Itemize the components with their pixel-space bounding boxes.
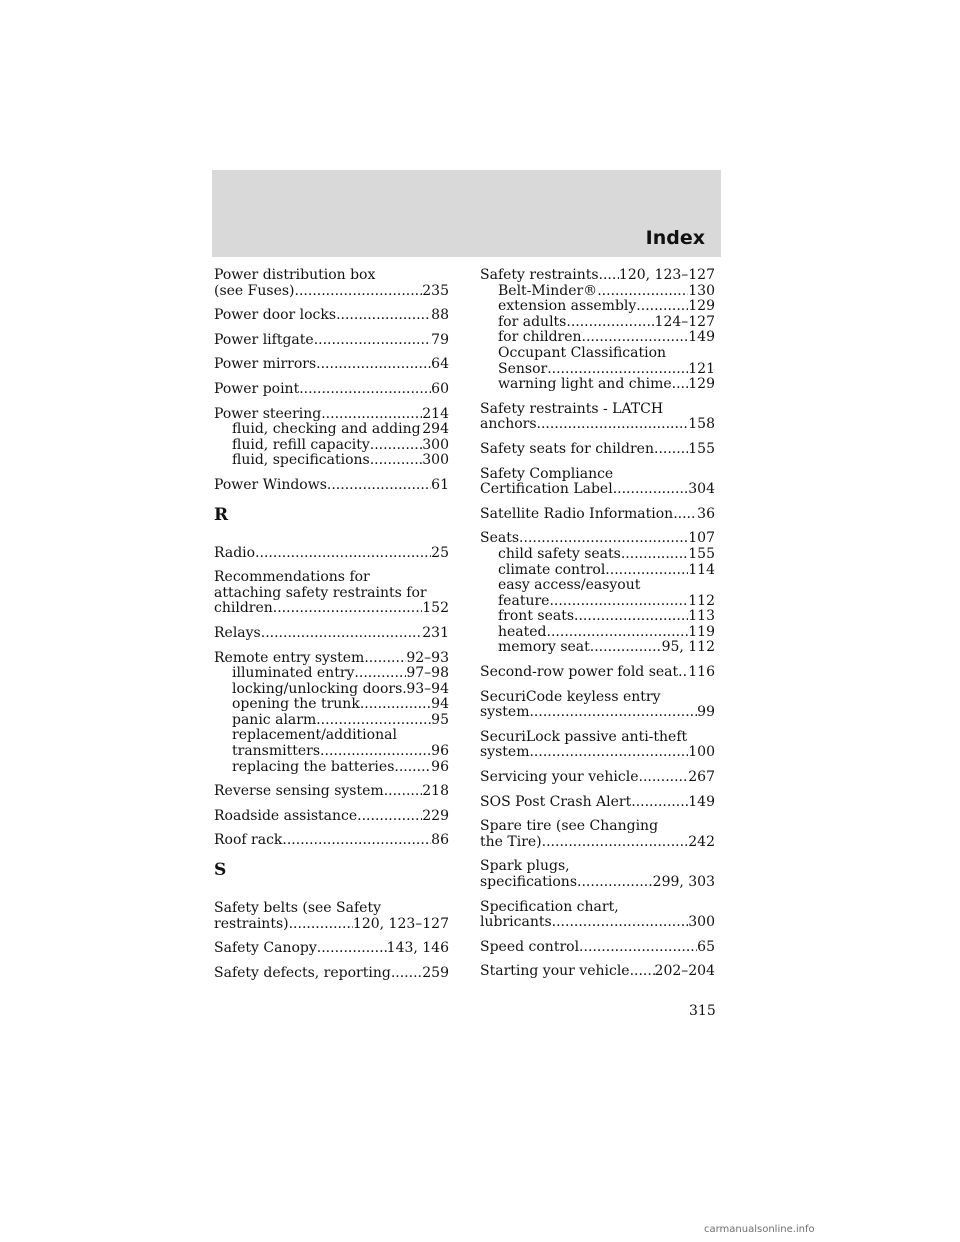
dot-leader bbox=[370, 438, 423, 454]
page-reference: 93–94 bbox=[406, 680, 449, 697]
dot-leader bbox=[317, 941, 387, 957]
dot-leader bbox=[613, 482, 689, 498]
page-reference: 152 bbox=[422, 600, 449, 617]
page-reference: 202–204 bbox=[654, 963, 715, 980]
index-entry bbox=[480, 795, 715, 811]
index-entry bbox=[214, 546, 449, 562]
index-entry-line bbox=[480, 531, 715, 547]
index-entry-line bbox=[480, 900, 715, 916]
index-entry-line bbox=[214, 478, 449, 494]
index-entry bbox=[214, 809, 449, 825]
index-entry-line bbox=[480, 442, 715, 458]
entry-term: Safety Canopy bbox=[214, 940, 317, 957]
entry-term: Spare tire (see Changing bbox=[480, 818, 659, 835]
index-subentry-line bbox=[480, 315, 715, 331]
entry-term: children bbox=[214, 600, 273, 617]
dot-leader bbox=[299, 382, 431, 398]
index-subentry-line bbox=[480, 625, 715, 641]
index-entry-line bbox=[214, 917, 449, 933]
page-reference: 119 bbox=[688, 623, 715, 640]
dot-leader bbox=[360, 697, 431, 713]
entry-term: fluid, checking and adding bbox=[232, 421, 421, 438]
index-entry bbox=[480, 268, 715, 393]
index-entry bbox=[214, 268, 449, 299]
index-entry bbox=[480, 859, 715, 890]
entry-term: Power steering bbox=[214, 405, 322, 422]
index-subentry-line bbox=[480, 346, 715, 362]
entry-term: panic alarm bbox=[232, 711, 317, 728]
index-entry-line bbox=[214, 308, 449, 324]
page-reference: 214 bbox=[422, 405, 449, 422]
page-reference: 299, 303 bbox=[652, 874, 715, 890]
page-reference: 96 bbox=[431, 743, 449, 760]
dot-leader bbox=[391, 966, 422, 982]
entry-term: Servicing your vehicle bbox=[480, 769, 639, 786]
index-entry-line bbox=[480, 467, 715, 483]
dot-leader bbox=[579, 940, 697, 956]
section-letter: R bbox=[214, 504, 229, 525]
entry-term: opening the trunk bbox=[232, 696, 360, 713]
index-entry-line bbox=[480, 730, 715, 746]
entry-term: Recommendations for bbox=[214, 569, 370, 586]
dot-leader bbox=[672, 377, 689, 393]
index-subentry-line bbox=[480, 609, 715, 625]
entry-term: lubricants bbox=[480, 914, 552, 931]
index-entry bbox=[480, 900, 715, 931]
index-entry bbox=[214, 357, 449, 373]
index-entry bbox=[480, 770, 715, 786]
entry-term: Starting your vehicle bbox=[480, 963, 630, 980]
index-entry-line bbox=[214, 601, 449, 617]
index-entry-line bbox=[214, 382, 449, 398]
dot-leader bbox=[261, 626, 423, 642]
index-subentry-line bbox=[214, 728, 449, 744]
entry-term: warning light and chime bbox=[498, 376, 672, 393]
index-subentry-line bbox=[480, 578, 715, 594]
entry-term: Belt-Minder® bbox=[498, 282, 598, 299]
dot-leader bbox=[537, 417, 689, 433]
dot-leader bbox=[590, 640, 662, 656]
entry-term: Safety seats for children bbox=[480, 440, 654, 457]
page-reference: 97–98 bbox=[406, 665, 449, 682]
entry-term: for adults bbox=[498, 313, 567, 330]
page-reference: 61 bbox=[431, 476, 449, 493]
index-subentry-line bbox=[214, 666, 449, 682]
page-reference: 129 bbox=[688, 376, 715, 393]
index-entry bbox=[480, 964, 715, 980]
page-reference: 143, 146 bbox=[386, 940, 449, 957]
index-entry bbox=[214, 407, 449, 469]
page-reference: 300 bbox=[422, 452, 449, 469]
index-subentry-line bbox=[480, 362, 715, 378]
dot-leader bbox=[577, 875, 653, 891]
entry-term: Reverse sensing system bbox=[214, 783, 384, 800]
entry-term: (see Fuses) bbox=[214, 282, 295, 299]
entry-term: Second-row power fold seat bbox=[480, 664, 679, 681]
entry-term: memory seat bbox=[498, 639, 590, 656]
index-entry-line bbox=[214, 966, 449, 982]
entry-term: specifications bbox=[480, 874, 578, 890]
page-reference: 96 bbox=[431, 758, 449, 775]
page-reference: 124–127 bbox=[654, 313, 715, 330]
index-entry-line bbox=[480, 819, 715, 835]
index-entry-line bbox=[480, 875, 715, 891]
dot-leader bbox=[273, 601, 422, 617]
index-entry bbox=[214, 308, 449, 324]
header-title: Index bbox=[645, 227, 705, 249]
dot-leader bbox=[566, 315, 654, 331]
index-header-bar bbox=[212, 170, 721, 257]
dot-leader bbox=[357, 809, 422, 825]
entry-term: fluid, refill capacity bbox=[232, 436, 370, 453]
entry-term: replacement/additional bbox=[232, 727, 397, 744]
dot-leader bbox=[547, 362, 688, 378]
index-entry bbox=[480, 442, 715, 458]
page-reference: 95 bbox=[431, 711, 449, 728]
page-reference: 267 bbox=[688, 769, 715, 786]
page-reference: 242 bbox=[688, 833, 715, 850]
index-entry-line bbox=[214, 941, 449, 957]
index-subentry-line bbox=[480, 640, 715, 656]
index-entry bbox=[480, 730, 715, 761]
index-entry bbox=[480, 507, 715, 523]
entry-term: Sensor bbox=[498, 360, 548, 377]
entry-term: system bbox=[480, 704, 530, 721]
dot-leader bbox=[321, 407, 422, 423]
dot-leader bbox=[597, 284, 688, 300]
entry-term: fluid, specifications bbox=[232, 452, 370, 469]
page-reference: 300 bbox=[422, 436, 449, 453]
index-entry bbox=[480, 940, 715, 956]
index-entry-line bbox=[214, 284, 449, 300]
dot-leader bbox=[529, 705, 697, 721]
index-entry bbox=[214, 570, 449, 617]
index-entry-line bbox=[480, 795, 715, 811]
index-entry bbox=[214, 966, 449, 982]
index-entry bbox=[214, 833, 449, 849]
dot-leader bbox=[529, 745, 688, 761]
index-entry-line bbox=[480, 690, 715, 706]
entry-term: Seats bbox=[480, 530, 520, 547]
index-entry-line bbox=[480, 507, 715, 523]
entry-term: child safety seats bbox=[498, 545, 621, 562]
dot-leader bbox=[673, 507, 697, 523]
dot-leader bbox=[574, 609, 688, 625]
index-entry-line bbox=[480, 665, 715, 681]
entry-term: Satellite Radio Information bbox=[480, 505, 674, 522]
dot-leader bbox=[370, 453, 423, 469]
entry-term: replacing the batteries bbox=[232, 758, 395, 775]
index-entry bbox=[214, 382, 449, 398]
index-entry bbox=[214, 941, 449, 957]
page-reference: 158 bbox=[688, 416, 715, 433]
dot-leader bbox=[327, 478, 431, 494]
index-entry bbox=[214, 626, 449, 642]
index-entry-line bbox=[214, 586, 449, 602]
page-reference: 120, 123–127 bbox=[618, 267, 715, 283]
page-reference: 36 bbox=[697, 505, 715, 522]
index-entry-line bbox=[214, 546, 449, 562]
dot-leader bbox=[605, 563, 688, 579]
index-entry-line bbox=[214, 407, 449, 423]
dot-leader bbox=[542, 835, 689, 851]
index-subentry-line bbox=[214, 422, 449, 438]
index-entry-line bbox=[214, 357, 449, 373]
dot-leader bbox=[354, 666, 406, 682]
entry-term: restraints) bbox=[214, 915, 289, 932]
page-reference: 114 bbox=[688, 561, 715, 578]
index-entry-line bbox=[480, 940, 715, 956]
entry-term: Safety restraints - LATCH bbox=[480, 400, 664, 417]
index-entry-line bbox=[214, 901, 449, 917]
dot-leader bbox=[282, 833, 431, 849]
index-entry-line bbox=[480, 745, 715, 761]
index-entry-line bbox=[214, 809, 449, 825]
entry-term: Roof rack bbox=[214, 832, 283, 849]
page-reference: 155 bbox=[688, 440, 715, 457]
index-entry bbox=[214, 333, 449, 349]
index-subentry-line bbox=[214, 697, 449, 713]
entry-term: extension assembly bbox=[498, 298, 637, 315]
dot-leader bbox=[582, 330, 689, 346]
entry-term: illuminated entry bbox=[232, 665, 355, 682]
dot-leader bbox=[320, 744, 431, 760]
page-reference: 218 bbox=[422, 783, 449, 800]
index-entry bbox=[214, 651, 449, 776]
page-reference: 130 bbox=[688, 282, 715, 299]
dot-leader bbox=[364, 651, 406, 667]
entry-term: SOS Post Crash Alert bbox=[480, 793, 632, 810]
page-number: 315 bbox=[689, 1003, 716, 1019]
index-subentry-line bbox=[480, 377, 715, 393]
page-reference: 95, 112 bbox=[661, 639, 715, 656]
index-column-right bbox=[480, 268, 715, 989]
page-reference: 149 bbox=[688, 793, 715, 810]
entry-term: Safety Compliance bbox=[480, 465, 614, 482]
index-entry bbox=[214, 784, 449, 800]
dot-leader bbox=[552, 915, 689, 931]
entry-term: Radio bbox=[214, 544, 256, 561]
dot-leader bbox=[295, 284, 423, 300]
dot-leader bbox=[255, 546, 431, 562]
entry-term: Safety belts (see Safety bbox=[214, 900, 381, 917]
entry-term: SecuriLock passive anti-theft bbox=[480, 728, 688, 745]
page-reference: 107 bbox=[688, 530, 715, 547]
index-entry-line bbox=[480, 964, 715, 980]
entry-term: Power Windows bbox=[214, 476, 327, 493]
entry-term: Power point bbox=[214, 380, 300, 397]
dot-leader bbox=[316, 357, 431, 373]
dot-leader bbox=[599, 268, 619, 284]
index-subentry-line bbox=[480, 547, 715, 563]
index-entry-line bbox=[214, 784, 449, 800]
dot-leader bbox=[547, 625, 689, 641]
index-entry-line bbox=[480, 417, 715, 433]
dot-leader bbox=[316, 713, 431, 729]
index-entry bbox=[214, 901, 449, 932]
dot-leader bbox=[314, 333, 431, 349]
dot-leader bbox=[519, 531, 688, 547]
index-entry-line bbox=[214, 333, 449, 349]
index-entry bbox=[480, 665, 715, 681]
entry-term: Power door locks bbox=[214, 307, 337, 324]
page-reference: 94 bbox=[431, 696, 449, 713]
page-reference: 121 bbox=[688, 360, 715, 377]
dot-leader bbox=[621, 547, 688, 563]
index-entry bbox=[214, 478, 449, 494]
page-reference: 92–93 bbox=[406, 649, 449, 666]
entry-term: anchors bbox=[480, 416, 537, 433]
dot-leader bbox=[678, 665, 688, 681]
dot-leader bbox=[654, 442, 688, 458]
dot-leader bbox=[631, 795, 688, 811]
index-entry bbox=[480, 819, 715, 850]
page-reference: 25 bbox=[431, 544, 449, 561]
page-reference: 259 bbox=[422, 964, 449, 981]
dot-leader bbox=[639, 770, 689, 786]
page-reference: 116 bbox=[688, 664, 715, 681]
index-entry-line bbox=[214, 833, 449, 849]
entry-term: Safety defects, reporting bbox=[214, 964, 391, 981]
index-entry bbox=[480, 690, 715, 721]
entry-term: Power mirrors bbox=[214, 356, 317, 373]
entry-term: Certification Label bbox=[480, 481, 613, 498]
entry-term: Spark plugs, bbox=[480, 858, 570, 875]
entry-term: easy access/easyout bbox=[498, 577, 641, 594]
page-reference: 79 bbox=[431, 331, 449, 348]
entry-term: Occupant Classification bbox=[498, 344, 667, 361]
index-entry-line bbox=[480, 482, 715, 498]
section-letter: S bbox=[214, 860, 227, 881]
dot-leader bbox=[549, 594, 688, 610]
page-reference: 86 bbox=[431, 832, 449, 849]
index-subentry-line bbox=[480, 594, 715, 610]
entry-term: Remote entry system bbox=[214, 649, 365, 666]
entry-term: Power liftgate bbox=[214, 331, 314, 348]
page-reference: 120, 123–127 bbox=[352, 915, 449, 932]
index-subentry-line bbox=[480, 563, 715, 579]
dot-leader bbox=[384, 784, 423, 800]
page-reference: 300 bbox=[688, 914, 715, 931]
page-reference: 88 bbox=[431, 307, 449, 324]
entry-term: Power distribution box bbox=[214, 267, 376, 283]
entry-term: front seats bbox=[498, 608, 575, 625]
entry-term: for children bbox=[498, 329, 582, 346]
dot-leader bbox=[394, 760, 431, 776]
index-entry-line bbox=[214, 570, 449, 586]
page-reference: 112 bbox=[688, 592, 715, 609]
entry-term: feature bbox=[498, 592, 550, 609]
page-reference: 64 bbox=[431, 356, 449, 373]
page-reference: 231 bbox=[422, 624, 449, 641]
page-reference: 60 bbox=[431, 380, 449, 397]
index-subentry-line bbox=[214, 760, 449, 776]
entry-term: attaching safety restraints for bbox=[214, 584, 427, 601]
entry-term: SecuriCode keyless entry bbox=[480, 688, 661, 705]
page-reference: 229 bbox=[422, 807, 449, 824]
index-entry-line bbox=[480, 859, 715, 875]
page-reference: 304 bbox=[688, 481, 715, 498]
index-entry-line bbox=[214, 651, 449, 667]
index-subentry-line bbox=[480, 330, 715, 346]
index-entry-line bbox=[480, 915, 715, 931]
entry-term: heated bbox=[498, 623, 547, 640]
page-reference: 155 bbox=[688, 545, 715, 562]
index-entry-line bbox=[480, 705, 715, 721]
page-reference: 235 bbox=[422, 282, 449, 299]
entry-term: climate control bbox=[498, 561, 606, 578]
index-entry-line bbox=[480, 268, 715, 284]
dot-leader bbox=[630, 964, 655, 980]
page-reference: 294 bbox=[422, 421, 449, 438]
entry-term: Roadside assistance bbox=[214, 807, 358, 824]
index-subentry-line bbox=[214, 713, 449, 729]
index-column-left bbox=[214, 268, 449, 990]
index-entry-line bbox=[214, 626, 449, 642]
dot-leader bbox=[336, 308, 431, 324]
index-subentry-line bbox=[480, 284, 715, 300]
page-reference: 65 bbox=[697, 938, 715, 955]
watermark: carmanualsonline.info bbox=[704, 1224, 815, 1235]
dot-leader bbox=[289, 917, 353, 933]
index-entry bbox=[480, 531, 715, 656]
page-reference: 149 bbox=[688, 329, 715, 346]
entry-term: system bbox=[480, 744, 530, 761]
index-subentry-line bbox=[214, 744, 449, 760]
index-entry bbox=[480, 467, 715, 498]
entry-term: Safety restraints bbox=[480, 267, 599, 283]
index-entry bbox=[480, 402, 715, 433]
page-reference: 100 bbox=[688, 744, 715, 761]
page-reference: 129 bbox=[688, 298, 715, 315]
entry-term: Specification chart, bbox=[480, 898, 619, 915]
index-entry-line bbox=[480, 402, 715, 418]
index-subentry-line bbox=[480, 299, 715, 315]
dot-leader bbox=[636, 299, 688, 315]
entry-term: Relays bbox=[214, 624, 261, 641]
index-entry-line bbox=[480, 835, 715, 851]
page-reference: 113 bbox=[688, 608, 715, 625]
index-subentry-line bbox=[214, 438, 449, 454]
index-subentry-line bbox=[214, 453, 449, 469]
index-entry-line bbox=[214, 268, 449, 284]
entry-term: Speed control bbox=[480, 938, 580, 955]
page-reference: 99 bbox=[697, 704, 715, 721]
entry-term: locking/unlocking doors bbox=[232, 680, 403, 697]
entry-term: transmitters bbox=[232, 743, 321, 760]
index-entry-line bbox=[480, 770, 715, 786]
index-subentry-line bbox=[214, 682, 449, 698]
entry-term: the Tire) bbox=[480, 833, 542, 850]
